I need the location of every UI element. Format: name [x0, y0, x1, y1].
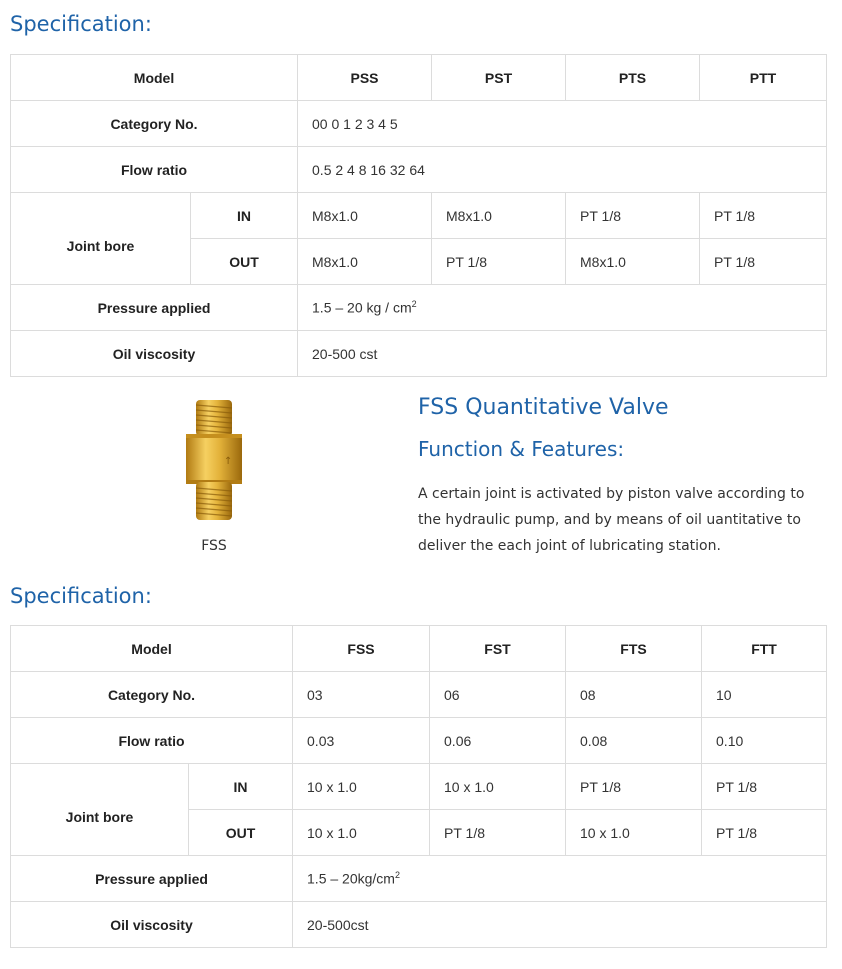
- out-label: OUT: [189, 810, 293, 856]
- category-value: 06: [430, 672, 566, 718]
- out-value: 10 x 1.0: [293, 810, 430, 856]
- flow-value: 0.06: [430, 718, 566, 764]
- out-value: M8x1.0: [298, 239, 432, 285]
- in-value: PT 1/8: [566, 764, 702, 810]
- pressure-text: 1.5 – 20 kg / cm: [312, 299, 412, 316]
- product-caption: FSS: [201, 538, 227, 554]
- category-label: Category No.: [11, 672, 293, 718]
- table-row: [11, 193, 827, 239]
- flow-value: 0.08: [566, 718, 702, 764]
- spec-table-1: [10, 54, 827, 377]
- pressure-sup: 2: [394, 870, 400, 881]
- viscosity-value: 20-500 cst: [298, 331, 827, 377]
- category-value: 08: [566, 672, 702, 718]
- joint-bore-label: Joint bore: [11, 764, 189, 856]
- in-value: PT 1/8: [566, 193, 700, 239]
- svg-text:↑: ↑: [224, 456, 233, 467]
- out-value: PT 1/8: [432, 239, 566, 285]
- table-row: [11, 147, 827, 193]
- pressure-label: Pressure applied: [11, 285, 298, 331]
- header-pst: PST: [432, 55, 566, 101]
- pressure-label: Pressure applied: [11, 856, 293, 902]
- in-value: PT 1/8: [700, 193, 827, 239]
- in-value: 10 x 1.0: [430, 764, 566, 810]
- viscosity-label: Oil viscosity: [11, 902, 293, 948]
- table-row: [11, 101, 827, 147]
- flow-value: 0.5 2 4 8 16 32 64: [298, 147, 827, 193]
- flow-value: 0.10: [702, 718, 827, 764]
- flow-value: 0.03: [293, 718, 430, 764]
- out-value: M8x1.0: [566, 239, 700, 285]
- table-row: [11, 764, 827, 810]
- table-row: [11, 626, 827, 672]
- table-row: [11, 331, 827, 377]
- out-value: PT 1/8: [702, 810, 827, 856]
- spec-table-2: [10, 625, 827, 948]
- in-value: PT 1/8: [702, 764, 827, 810]
- features-text: A certain joint is activated by piston valve according to the hydraulic pump, and by means of oil uantitative to deliver the each joint of lubricating station.: [418, 486, 805, 554]
- in-value: M8x1.0: [298, 193, 432, 239]
- flow-label: Flow ratio: [11, 718, 293, 764]
- table-row: [11, 672, 827, 718]
- header-model: Model: [11, 55, 298, 101]
- pressure-sup: 2: [411, 299, 417, 310]
- header-fst: FST: [430, 626, 566, 672]
- category-label: Category No.: [11, 101, 298, 147]
- brass-valve-fitting-icon: [184, 396, 244, 524]
- header-ptt: PTT: [700, 55, 827, 101]
- table-row: [11, 718, 827, 764]
- viscosity-value: 20-500cst: [293, 902, 827, 948]
- header-pss: PSS: [298, 55, 432, 101]
- features-title: Function & Features:: [418, 437, 625, 461]
- in-value: M8x1.0: [432, 193, 566, 239]
- header-model: Model: [11, 626, 293, 672]
- joint-bore-label: Joint bore: [11, 193, 191, 285]
- in-label: IN: [189, 764, 293, 810]
- header-fts: FTS: [566, 626, 702, 672]
- out-value: PT 1/8: [430, 810, 566, 856]
- flow-label: Flow ratio: [11, 147, 298, 193]
- pressure-value: [298, 285, 827, 331]
- header-ftt: FTT: [702, 626, 827, 672]
- out-value: PT 1/8: [700, 239, 827, 285]
- product-title: FSS Quantitative Valve: [418, 395, 669, 420]
- pressure-text: 1.5 – 20kg/cm: [307, 870, 395, 887]
- header-pts: PTS: [566, 55, 700, 101]
- table-row: [11, 856, 827, 902]
- header-fss: FSS: [293, 626, 430, 672]
- in-value: 10 x 1.0: [293, 764, 430, 810]
- pressure-value: [293, 856, 827, 902]
- in-label: IN: [191, 193, 298, 239]
- category-value: 10: [702, 672, 827, 718]
- table-row: [11, 285, 827, 331]
- out-label: OUT: [191, 239, 298, 285]
- out-value: 10 x 1.0: [566, 810, 702, 856]
- category-value: 03: [293, 672, 430, 718]
- viscosity-label: Oil viscosity: [11, 331, 298, 377]
- category-value: 00 0 1 2 3 4 5: [298, 101, 827, 147]
- table-row: [11, 55, 827, 101]
- table-row: [11, 902, 827, 948]
- section-title-2: Specification:: [10, 584, 152, 608]
- section-title-1: Specification:: [10, 12, 152, 36]
